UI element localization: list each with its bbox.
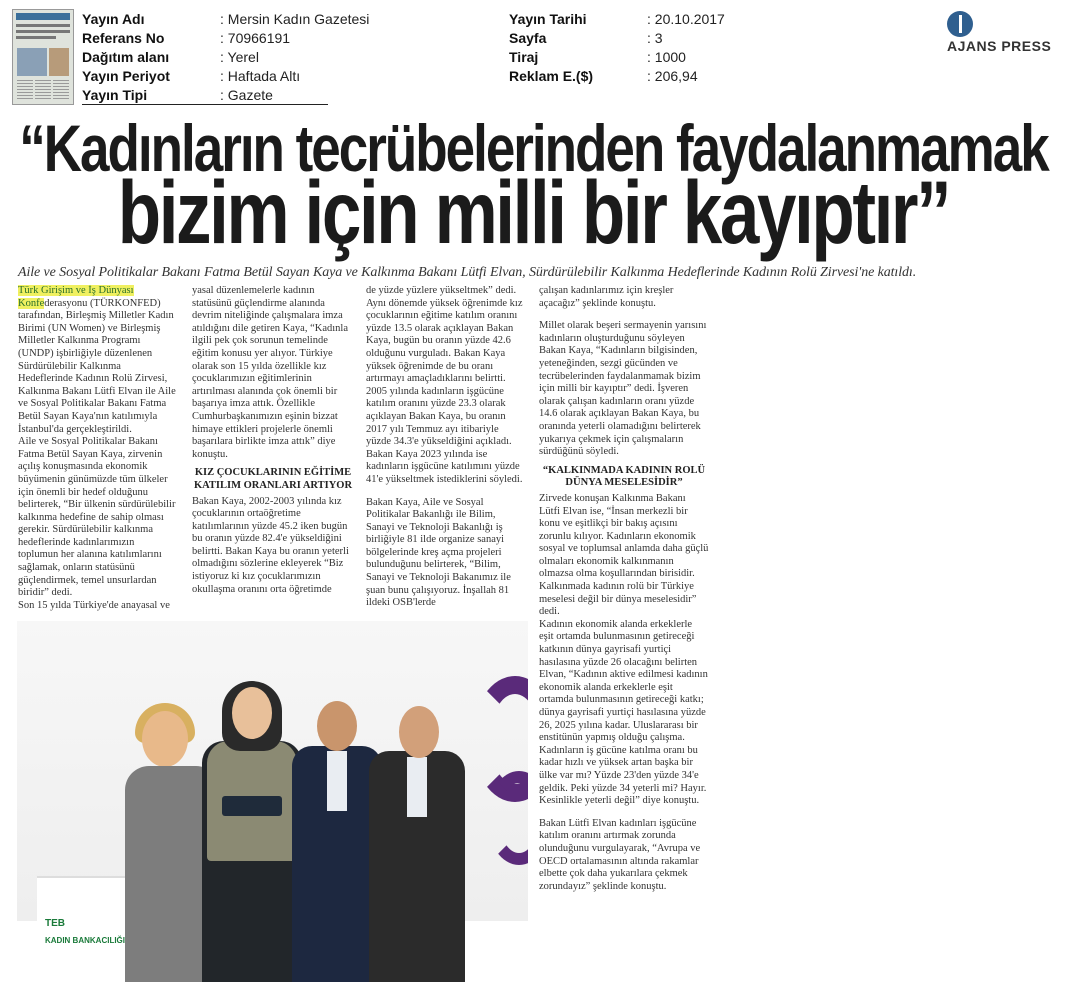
paragraph: Bakan Kaya, Aile ve Sosyal Politikalar Bakanlığı ile Bilim, Sanayi ve Teknoloji Bakanlığı iş birliğiyle 81 ilde organize sanayi bölgelerinde kreş açma projeleri bulunduğunu belirterek, “Bilim, Sanayi ve Teknoloji Bakanımız ile şuan bunu çalışıyoruz. İnşallah 81 ildeki OSB'lerde <box>366 496 511 609</box>
article-photo <box>17 621 528 982</box>
article-column-4 <box>539 285 709 985</box>
logo-mark-icon <box>947 11 973 37</box>
paragraph: Millet olarak beşeri sermayenin yarısını kadınların oluşturduğunu söyleyen Bakan Kaya, “Kadınların bilgisinden, yeteneğinden, sezgi gücünden ve tecrübelerinden faydalanmamak bizim için milli bir kayıptır” dedi. İşveren olarak çalışan kadınların oranı yüzde 14.6 olarak açıklayan Bakan Kaya, bu oranında yeterli olamadığını belirterek yukarıya çekmek için çalışmaların sürdüğünü söyledi. <box>539 320 707 458</box>
article-column-2 <box>192 285 354 617</box>
publication-meta-left <box>82 10 369 105</box>
paragraph: Son 15 yılda Türkiye'de anayasal ve <box>18 599 170 611</box>
paragraph <box>18 285 176 436</box>
sponsor-banner-text: KADIN BANKACILIĞI <box>45 936 125 945</box>
paragraph: Zirvede konuşan Kalkınma Bakanı Lütfi Elvan ise, “İnsan merkezli bir konu ve eşitlikçi bir bakış açısını zorunlu kılıyor. Kadınların ekonomik sosyal ve toplumsal anlamda daha güçlü olmaları ekonomik kalkınmanın olmazsa olma koşullarından birisidir. Kalkınmada kadının rolü bir Türkiye meselesi değil bir dünya meselesidir” dedi. <box>539 492 709 618</box>
paragraph: de yüzde yüzlere yükseltmek” dedi. Aynı dönemde yüksek öğrenimde kız çocuklarının eğitime katılım oranını yüzde 13.5 olarak açıklayan Bakan Kaya, bugün bu oranın yüzde 42.6 olduğunu vurguladı. Bakan Kaya yüksek öğrenimde de bu oranı artırmayı amaçladıklarını belirtti. 2005 yılında kadınların işgücüne katılım oranını yüzde 23.3 olarak açıklayan Bakan Kaya, bu oranın 2017 yılı Temmuz ayı itibariyle yüzde 34.3'e yükseldiğini açıkladı. Bakan Kaya 2023 yılında ise kadınların işgücüne katılımını yüzde 41'e yükseltmek istediklerini söyledi. <box>366 285 523 485</box>
publication-meta-right <box>509 10 725 86</box>
meta-value: : Yerel <box>220 49 259 65</box>
section-heading: KIZ ÇOCUKLARININ EĞİTİME KATILIM ORANLARI ARTIYOR <box>193 467 353 491</box>
meta-row-date <box>509 10 725 29</box>
person-1-head <box>142 711 188 767</box>
paragraph-text: derasyonu (TÜRKONFED) tarafından, Birleşmiş Milletler Kadın Birimi (UN Women) ve Birleşmiş Milletler Kalkınma Programı (UNDP) işbirliğiyle düzenlenen Sürdürülebilir Kalkınma Hedeflerinde Kadının Rolü Zirvesi, Kalkınma Bakanı Lütfi Elvan ile Aile ve Sosyal Politikalar Bakanı Fatma Betül Sayan Kaya'nın katılımıyla İstanbul'da gerçekleştirildi. <box>18 297 176 435</box>
person-4-shirt <box>407 757 427 817</box>
meta-label: Reklam E.($) <box>509 68 594 84</box>
meta-value: : 20.10.2017 <box>647 11 725 27</box>
meta-row-distribution <box>82 48 369 67</box>
meta-value: : Mersin Kadın Gazetesi <box>220 11 370 27</box>
meta-row-type <box>82 86 369 105</box>
meta-row-reference-no <box>82 29 369 48</box>
meta-label: Tiraj <box>509 49 539 65</box>
meta-label: Yayın Tipi <box>82 87 148 103</box>
highlighted-term: Türk Girişim ve İş Dünyası Konfe <box>18 285 134 309</box>
meta-value: : 3 <box>647 30 663 46</box>
meta-row-page <box>509 29 725 48</box>
person-3-head <box>317 701 357 751</box>
ajans-press-logo <box>944 11 1056 61</box>
headline-line-1: “Kadınların tecrübelerinden faydalanmamak <box>19 112 1048 186</box>
meta-row-period <box>82 67 369 86</box>
meta-value: : 70966191 <box>220 30 291 46</box>
person-2-head <box>232 687 272 739</box>
paragraph: yasal düzenlemelerle kadının statüsünü güçlendirme alanında devrim niteliğinde çalışmalara imza atıldığını dile getiren Kaya, “Kadınla ilgili pek çok sorunun temelinde eğitim konusu yer alıyor. Türkiye olarak son 15 yılda özellikle kız çocuklarımızın eğitimlerinin artırılması alanında çok önemli bir başarıya imza attık. Özellikle Cumhurbaşkanımızın eşinin bizzat himaye ettikleri projelerle önemli başarılara birlikte imza attık” diye konuştu. <box>192 285 348 460</box>
meta-label: Yayın Adı <box>82 11 145 27</box>
meta-label: Referans No <box>82 30 165 46</box>
meta-value: : Gazete <box>220 87 273 103</box>
article-column-1 <box>18 285 176 617</box>
meta-label: Sayfa <box>509 30 547 46</box>
meta-row-circulation <box>509 48 725 67</box>
sponsor-banner-text: TEB <box>45 918 65 929</box>
paragraph: Bakan Kaya, 2002-2003 yılında kız çocuklarının ortaöğretime katılımlarının yüzde 45.2 iken bugün bu oranın yüzde 82.4'e yükseldiğini belirtti. Bakan Kaya bu oranın yeterli olmadığını sözlerine ekleyerek “Biz istiyoruz ki kız çocuklarımızın okullaşma oranını orta öğretimde <box>192 495 349 595</box>
paragraph: çalışan kadınlarımız için kreşler açacağız” şeklinde konuştu. <box>539 285 674 309</box>
meta-value: : 206,94 <box>647 68 698 84</box>
paragraph: Aile ve Sosyal Politikalar Bakanı Fatma Betül Sayan Kaya, zirvenin açılış konuşmasında ekonomik büyümenin günümüzde tüm ülkeler için önemli bir hedef olduğunu belirterek, “Bir ülkenin sürdürülebilir kalkınma hedefine de sahip olması gerekir. Sürdürülebilir kalkınma hedeflerinde kadınlarımızın toplumun her alanına katılımlarını sağlamak, onların statüsünü güçlendirmek, temel unsurlardan biridir” dedi. <box>18 436 176 599</box>
meta-label: Yayın Periyot <box>82 68 170 84</box>
meta-label: Yayın Tarihi <box>509 11 587 27</box>
article-column-3 <box>366 285 526 617</box>
meta-value: : 1000 <box>647 49 686 65</box>
section-heading: “KALKINMADA KADININ ROLÜ DÜNYA MESELESİDİR” <box>542 464 706 489</box>
article-subhead: Aile ve Sosyal Politikalar Bakanı Fatma Betül Sayan Kaya ve Kalkınma Bakanı Lütfi Elvan, Sürdürülebilir Kalkınma Hedeflerinde Kadının Rolü Zirvesi'ne katıldı. <box>18 265 917 280</box>
logo-text: AJANS PRESS <box>947 38 1052 54</box>
paragraph: Bakan Lütfi Elvan kadınları işgücüne katılım oranını artırmak zorunda olunduğunu vurgulayarak, “Avrupa ve OECD ortalamasının altında rakamlar elbette çok daha yukarılara çekmek zorundayız” şeklinde konuştu. <box>539 817 701 892</box>
meta-divider <box>82 104 328 105</box>
page-thumbnail[interactable] <box>12 9 74 105</box>
meta-row-publication-name <box>82 10 369 29</box>
headline-line-2: bizim için milli bir kayıptır” <box>117 164 950 263</box>
award-plaque <box>222 796 282 816</box>
meta-label: Dağıtım alanı <box>82 49 170 65</box>
paragraph: Kadının ekonomik alanda erkeklerle eşit ortamda bulunmasının getireceği katkının dünya gayrisafi yurtiçi hasılasına yüzde 26 olacağını belirten Elvan, “Kadının aktive edilmesi kadının ekonomik alanda erkeklerle eşit ortamda bulunmasının getireceği katkı; dünya gayrisafi yurtiçi hasılasına yüzde 26, 2025 yılına kadar. Uluslararası bir enstitünün yapmış olduğu çalışma. Kadınların iş gücüne katılma oranı bu kadar hızlı ve yüksek artan başka bir ülke var mı? Yüzde 23'den yüzde 34'e geldik. Peki yüzde 34 yeterli mi? Hayır. Kesinlikle yeterli değil” diye konuştu. <box>539 618 708 807</box>
person-3-shirt <box>327 751 347 811</box>
person-4-head <box>399 706 439 758</box>
meta-row-ad-value <box>509 67 725 86</box>
meta-value: : Haftada Altı <box>220 68 301 84</box>
